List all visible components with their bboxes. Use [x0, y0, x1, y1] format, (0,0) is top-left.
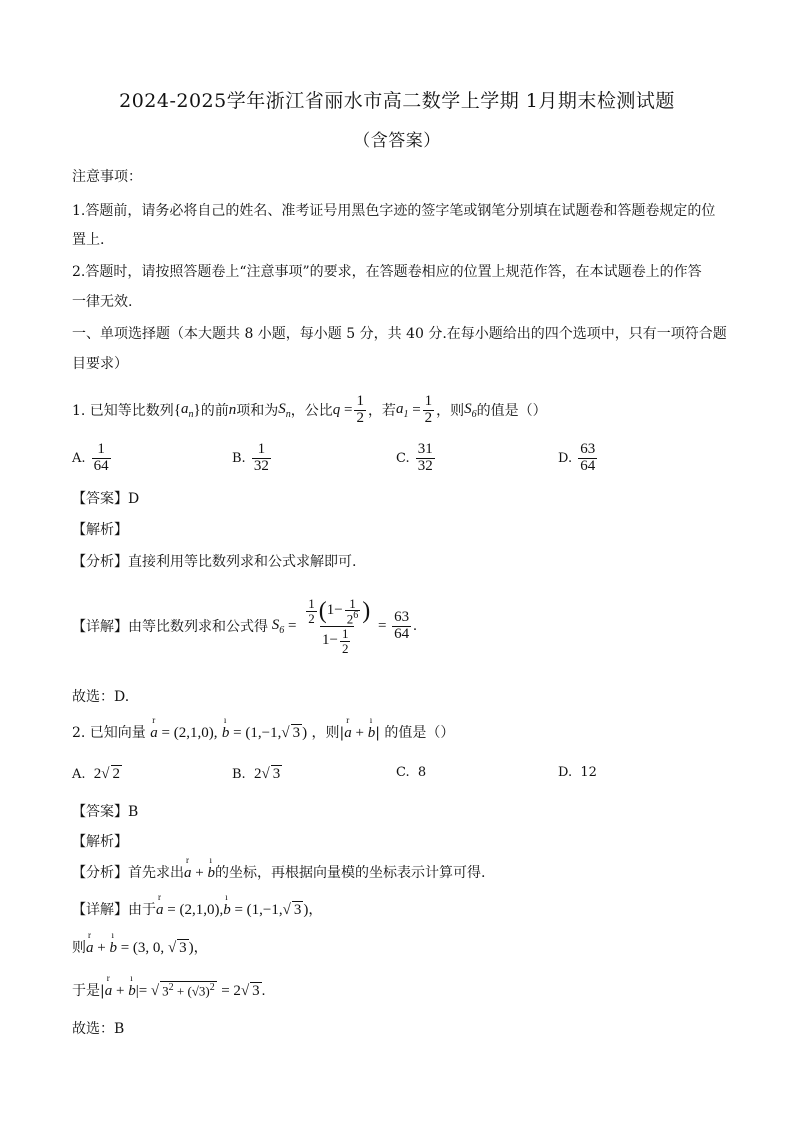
- q1-option-b: B. $\frac{1}{32}$: [232, 441, 269, 474]
- q1-analysis-heading: 【解析】: [72, 522, 128, 538]
- q2-sum-vector: 则r a + ı b = (3, 0, √ 3 )，: [72, 937, 208, 957]
- q2-choose: 故选：B: [72, 1021, 125, 1037]
- q2-answer: 【答案】B: [72, 804, 139, 820]
- q2-magnitude: 于是|r a + ı b|= √ $3^2 + (√3)^2 = 2√$ 3 .: [72, 980, 265, 1000]
- q1-stem: 1. 已知等比数列 { $a_n$ } 的前 n 项和为 $S_n$ ，公比 q = $\frac{1}{2}$ ，若 $a_1$ = $\frac{1}{2}$ ，则 $S_6$ 的值是（）: [72, 392, 547, 426]
- q1-q-fraction: $\frac{1}{2}$: [356, 392, 364, 426]
- q1-option-c: C. $\frac{31}{32}$: [396, 441, 433, 474]
- q2-option-a: A. 2√ 2: [72, 766, 121, 782]
- q1-analysis: 【分析】直接利用等比数列求和公式求解即可.: [72, 554, 357, 570]
- q2-option-d: D. 12: [558, 765, 597, 780]
- notice-item2-line2: 一律无效.: [72, 294, 133, 310]
- notice-item2-line1: 2.答题时，请按照答题卷上“注意事项”的要求，在答题卷相应的位置上规范作答，在本试题卷上的作答: [72, 264, 702, 280]
- q2-analysis: 【分析】首先求出r a + ı b的坐标，再根据向量模的坐标表示计算可得.: [72, 862, 485, 882]
- section1-line1: 一、单项选择题（本大题共 8 小题，每小题 5 分，共 40 分.在每小题给出的四个选项中，只有一项符合题: [72, 326, 727, 342]
- notice-item1-line2: 置上.: [72, 232, 105, 248]
- q1-detail: 【详解】由等比数列求和公式得 $S_6$ = $\frac{1}{2}$ ( 1− $\frac{1}{2^6}$ ) 1− $\frac{1}{2}$ = $\frac{63}{64}$ .: [72, 595, 417, 656]
- document-subtitle: （含答案）: [353, 131, 441, 151]
- q1-answer: 【答案】D: [72, 491, 140, 507]
- q1-a1-fraction: $\frac{1}{2}$: [424, 392, 433, 426]
- q1-result-fraction: $\frac{63}{64}$: [394, 608, 410, 642]
- section1-line2: 目要求）: [72, 356, 128, 372]
- q1-option-d: D. $\frac{63}{64}$: [558, 441, 596, 474]
- notice-heading: 注意事项：: [72, 169, 142, 185]
- q2-detail: 【详解】由于r a = (2,1,0),ı b = (1,−1,√ 3 )，: [72, 899, 322, 919]
- q1-sum-formula: $\frac{1}{2}$ ( 1− $\frac{1}{2^6}$ ) 1− $\frac{1}{2}$: [308, 595, 371, 656]
- q1-option-a: A. $\frac{1}{64}$: [72, 441, 109, 474]
- document-title: 2024-2025学年浙江省丽水市高二数学上学期 1月期末检测试题: [119, 90, 675, 112]
- notice-item1-line1: 1.答题前，请务必将自己的姓名、准考证号用黑色字迹的签字笔或钢笔分别填在试题卷和答题卷规定的位: [72, 203, 716, 219]
- q2-analysis-heading: 【解析】: [72, 834, 128, 850]
- q2-option-c: C. 8: [396, 765, 427, 780]
- q2-option-b: B. 2√ 3: [232, 766, 281, 782]
- q1-choose: 故选：D.: [72, 689, 130, 705]
- q2-stem: 2. 已知向量 r a = (2,1,0), ı b = (1,−1,√ 3 ) ，则|r a + ı b| 的值是（）: [72, 722, 454, 742]
